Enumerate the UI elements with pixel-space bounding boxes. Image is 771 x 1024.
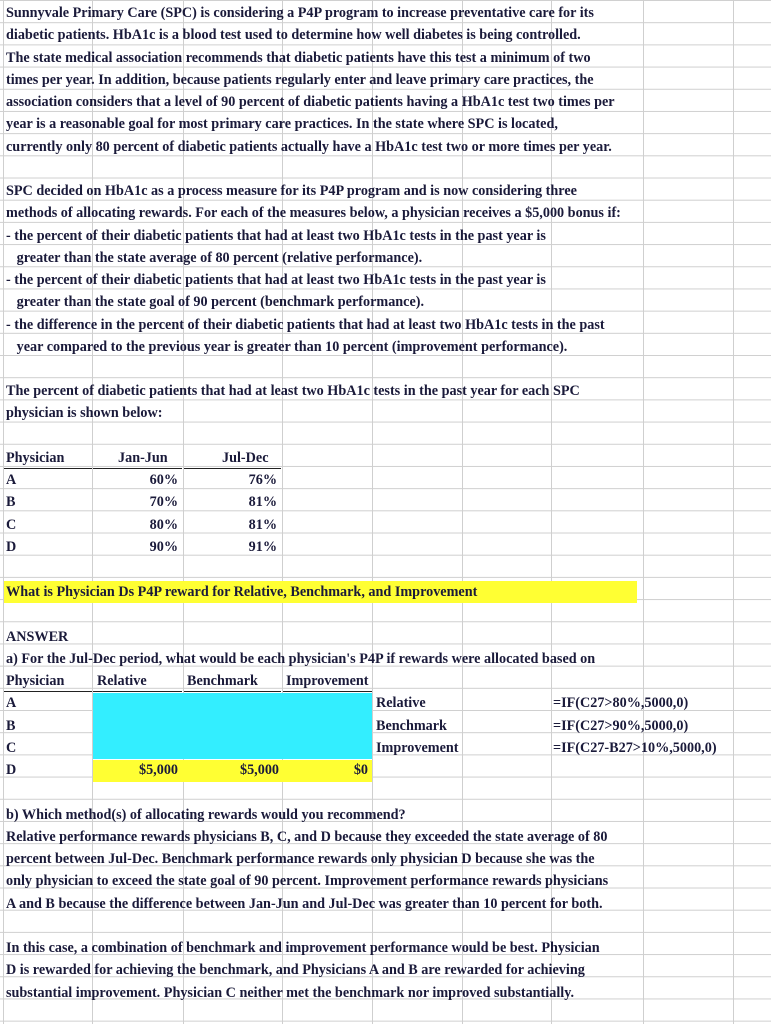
reward-physician: A — [6, 695, 17, 711]
methods-line: methods of allocating rewards. For each of the measures below, a physician receives a $5,000 bonus if: — [6, 205, 621, 221]
reward-d-relative: $5,000 — [138, 762, 178, 778]
reward-header-improvement: Improvement — [286, 673, 369, 689]
part-b-line: only physician to exceed the state goal of 90 percent. Improvement performance rewards physicians — [6, 873, 609, 889]
reward-physician: B — [6, 718, 16, 734]
methods-line: year compared to the previous year is greater than 10 percent (improvement performance). — [6, 339, 568, 355]
table-header-jul-dec: Jul-Dec — [222, 450, 269, 466]
table-row-jul-dec: 81% — [248, 494, 277, 510]
intro-line: currently only 80 percent of diabetic patients actually have a HbA1c test two or more times per year. — [6, 139, 612, 155]
answer-label: ANSWER — [6, 629, 69, 645]
percent-intro-line: physician is shown below: — [6, 405, 163, 421]
part-a-text: a) For the Jul-Dec period, what would be each physician's P4P if rewards were allocated based on — [6, 651, 596, 667]
methods-line: greater than the state goal of 90 percent (benchmark performance). — [6, 294, 425, 310]
reward-physician: D — [6, 762, 17, 778]
table-header-physician: Physician — [6, 450, 65, 466]
intro-line: The state medical association recommends that diabetic patients have this test a minimum of two — [6, 50, 591, 66]
methods-line: - the percent of their diabetic patients that had at least two HbA1c tests in the past year is — [6, 228, 546, 244]
methods-line: greater than the state average of 80 percent (relative performance). — [6, 250, 423, 266]
methods-line: - the percent of their diabetic patients that had at least two HbA1c tests in the past year is — [6, 272, 546, 288]
column-line — [733, 0, 734, 1024]
reward-d-benchmark: $5,000 — [239, 762, 279, 778]
conclusion-line: substantial improvement. Physician C neither met the benchmark nor improved substantially. — [6, 985, 575, 1001]
formula-improvement: =IF(C27-B27>10%,5000,0) — [553, 740, 717, 756]
table-row-jul-dec: 76% — [248, 472, 277, 488]
reward-physician: C — [6, 740, 17, 756]
part-b-line: A and B because the difference between Jan-Jun and Jul-Dec was greater than 10 percent for both. — [6, 896, 603, 912]
table-row-jan-jun: 80% — [149, 517, 178, 533]
column-line — [643, 0, 644, 1024]
reward-header-relative: Relative — [97, 673, 147, 689]
formula-label-relative: Relative — [376, 695, 426, 711]
table-row-physician: A — [6, 472, 17, 488]
table-row-physician: C — [6, 517, 17, 533]
reward-header-benchmark: Benchmark — [187, 673, 258, 689]
table-row-jul-dec: 91% — [248, 539, 277, 555]
reward-d-improvement: $0 — [353, 762, 368, 778]
methods-line: - the difference in the percent of their diabetic patients that had at least two HbA1c tests in the past — [6, 317, 605, 333]
part-b-line: b) Which method(s) of allocating rewards would you recommend? — [6, 807, 406, 823]
percent-intro-line: The percent of diabetic patients that had at least two HbA1c tests in the past year for each SPC — [6, 383, 580, 399]
reward-header-physician: Physician — [6, 673, 65, 689]
formula-label-improvement: Improvement — [376, 740, 459, 756]
table-row-jan-jun: 90% — [149, 539, 178, 555]
conclusion-line: In this case, a combination of benchmark and improvement performance would be best. Physician — [6, 940, 600, 956]
question-text: What is Physician Ds P4P reward for Relative, Benchmark, and Improvement — [6, 584, 478, 600]
table-row-physician: D — [6, 539, 17, 555]
table-row-physician: B — [6, 494, 16, 510]
table-row-jan-jun: 60% — [149, 472, 178, 488]
intro-line: Sunnyvale Primary Care (SPC) is considering a P4P program to increase preventative care for its — [6, 5, 594, 21]
methods-line: SPC decided on HbA1c as a process measure for its P4P program and is now considering three — [6, 183, 577, 199]
intro-line: diabetic patients. HbA1c is a blood test used to determine how well diabetes is being controlled. — [6, 27, 581, 43]
part-b-line: percent between Jul-Dec. Benchmark performance rewards only physician D because she was the — [6, 851, 595, 867]
conclusion-line: D is rewarded for achieving the benchmark, and Physicians A and B are rewarded for achieving — [6, 962, 585, 978]
formula-relative: =IF(C27>80%,5000,0) — [553, 695, 689, 711]
table-row-jan-jun: 70% — [149, 494, 178, 510]
intro-line: times per year. In addition, because patients regularly enter and leave primary care practices, the — [6, 72, 594, 88]
intro-line: year is a reasonable goal for most primary care practices. In the state where SPC is located, — [6, 116, 558, 132]
formula-label-benchmark: Benchmark — [376, 718, 447, 734]
reward-cells-highlight — [93, 693, 372, 759]
table-row-jul-dec: 81% — [248, 517, 277, 533]
intro-line: association considers that a level of 90 percent of diabetic patients having a HbA1c test two times per — [6, 94, 615, 110]
formula-benchmark: =IF(C27>90%,5000,0) — [553, 718, 689, 734]
part-b-line: Relative performance rewards physicians B, C, and D because they exceeded the state average of 80 — [6, 829, 608, 845]
table-header-jan-jun: Jan-Jun — [118, 450, 168, 466]
